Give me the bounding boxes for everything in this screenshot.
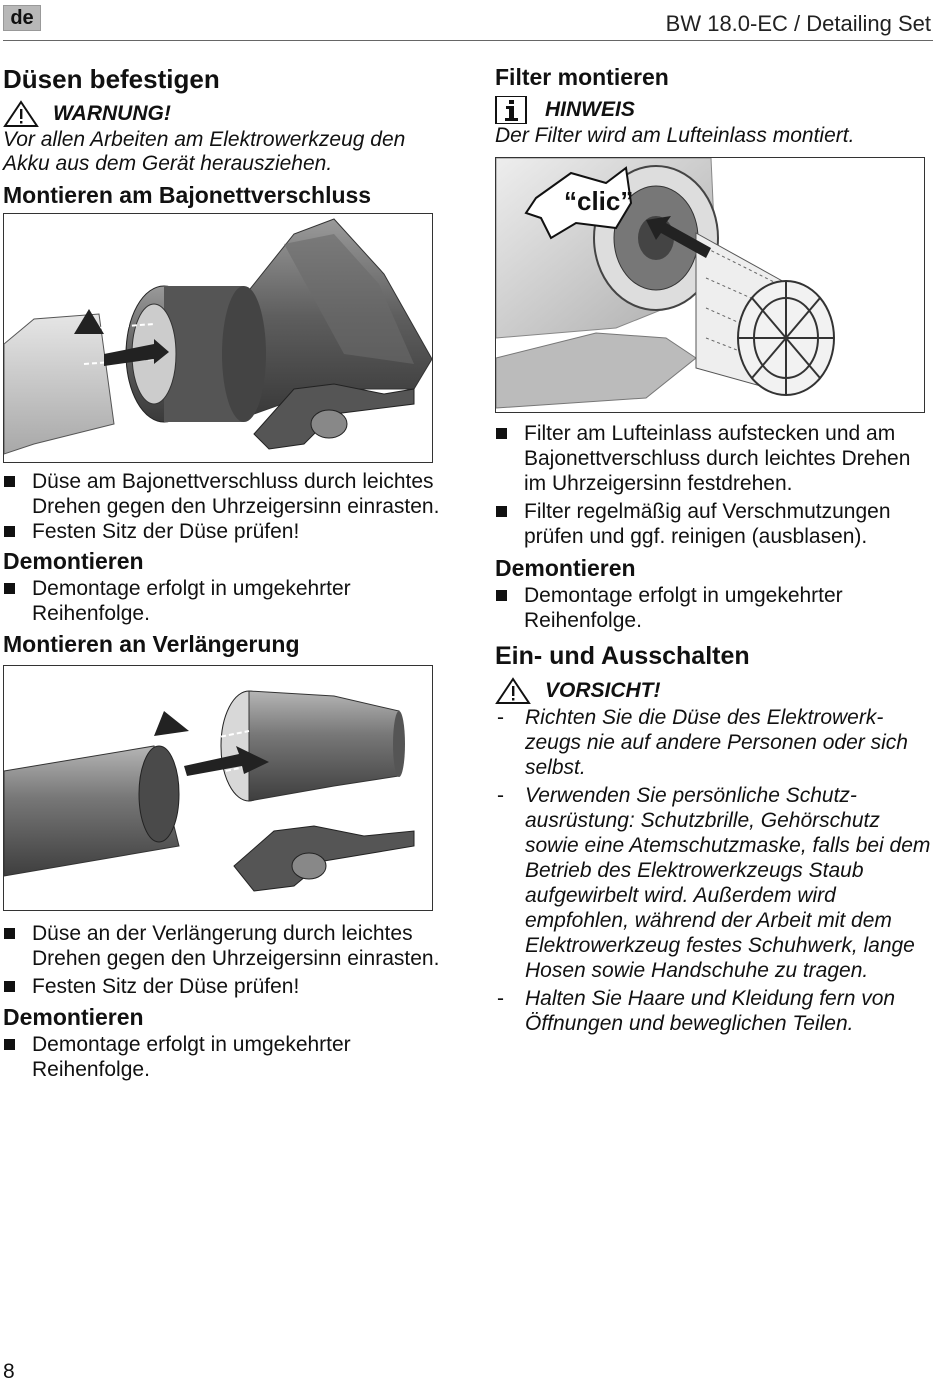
warning-label: WARNUNG! bbox=[53, 102, 171, 125]
header-rule bbox=[3, 40, 933, 41]
language-tag: de bbox=[3, 5, 41, 31]
section-title-nozzles: Düsen befestigen bbox=[3, 64, 220, 94]
right-column bbox=[495, 62, 933, 1039]
extension-illustration bbox=[4, 666, 433, 911]
info-icon bbox=[495, 96, 531, 124]
page-number: 8 bbox=[3, 1360, 15, 1383]
list-item: Demontage erfolgt in umgekehrter Reihenfolge. bbox=[3, 576, 443, 626]
list-item: Festen Sitz der Düse prüfen! bbox=[3, 974, 443, 999]
list-item: Festen Sitz der Düse prüfen! bbox=[3, 519, 443, 544]
warning-signal bbox=[3, 100, 443, 128]
filter-instructions bbox=[495, 421, 933, 549]
extension-instructions bbox=[3, 921, 443, 999]
list-item: - Verwenden Sie persönliche Schutz-ausrüstung: Schutzbrille, Gehörschutz sowie eine Atemschutzmaske, falls bei dem Betrieb des Elektrowerkzeugs Staub aufgewirbelt wird. Außerdem wird empfohlen, während der Arbeit mit dem Elektrowerkzeug festes Schuhwerk, lange Hosen sowie Handschuhe zu tragen. bbox=[495, 783, 933, 983]
hint-label: HINWEIS bbox=[545, 98, 635, 121]
section-title-bayonet: Montieren am Bajonettverschluss bbox=[3, 182, 372, 208]
hint-text: Der Filter wird am Lufteinlass montiert. bbox=[495, 124, 855, 147]
list-item: Demontage erfolgt in umgekehrter Reihenfolge. bbox=[495, 583, 933, 633]
dismount-instructions-1 bbox=[3, 576, 443, 626]
dismount-instructions-filter bbox=[495, 583, 933, 633]
warning-triangle-icon bbox=[3, 100, 39, 128]
section-title-switching: Ein- und Ausschalten bbox=[495, 642, 750, 670]
figure-extension-mount bbox=[3, 665, 433, 911]
list-item: Düse an der Verlängerung durch leichtes Drehen gegen den Uhrzeigersinn einrasten. bbox=[3, 921, 443, 971]
list-item: - Halten Sie Haare und Kleidung fern von Öffnungen und beweglichen Teilen. bbox=[495, 986, 933, 1036]
bayonet-instructions bbox=[3, 469, 443, 544]
hint-signal bbox=[495, 96, 933, 124]
figure-bayonet-mount bbox=[3, 213, 433, 463]
dismount-instructions-2 bbox=[3, 1032, 443, 1082]
clic-label: “clic” bbox=[564, 186, 634, 216]
subsection-title-dismount-2: Demontieren bbox=[3, 1004, 144, 1030]
filter-illustration bbox=[496, 158, 925, 413]
list-item: Düse am Bajonettverschluss durch leichtes Drehen gegen den Uhrzeigersinn einrasten. bbox=[3, 469, 443, 519]
warning-text: Vor allen Arbeiten am Elektrowerkzeug den Akku aus dem Gerät herausziehen. bbox=[3, 128, 406, 175]
section-title-filter: Filter montieren bbox=[495, 64, 669, 90]
list-item: Filter regelmäßig auf Verschmutzungen prüfen und ggf. reinigen (ausblasen). bbox=[495, 499, 933, 549]
subsection-title-dismount-filter: Demontieren bbox=[495, 555, 636, 581]
left-column bbox=[3, 62, 443, 1082]
bayonet-illustration bbox=[4, 214, 433, 463]
figure-filter-mount bbox=[495, 157, 925, 413]
caution-triangle-icon bbox=[495, 677, 531, 705]
list-item: Demontage erfolgt in umgekehrter Reihenfolge. bbox=[3, 1032, 443, 1082]
caution-list bbox=[495, 705, 933, 1036]
caution-label: VORSICHT! bbox=[545, 679, 661, 702]
list-item: - Richten Sie die Düse des Elektrowerk-zeugs nie auf andere Personen oder sich selbst. bbox=[495, 705, 933, 780]
caution-signal bbox=[495, 677, 933, 705]
subsection-title-dismount-1: Demontieren bbox=[3, 548, 144, 574]
product-title: BW 18.0-EC / Detailing Set bbox=[665, 11, 931, 36]
section-title-extension: Montieren an Verlängerung bbox=[3, 631, 300, 657]
list-item: Filter am Lufteinlass aufstecken und am Bajonettverschluss durch leichtes Drehen im Uhrzeigersinn festdrehen. bbox=[495, 421, 933, 496]
